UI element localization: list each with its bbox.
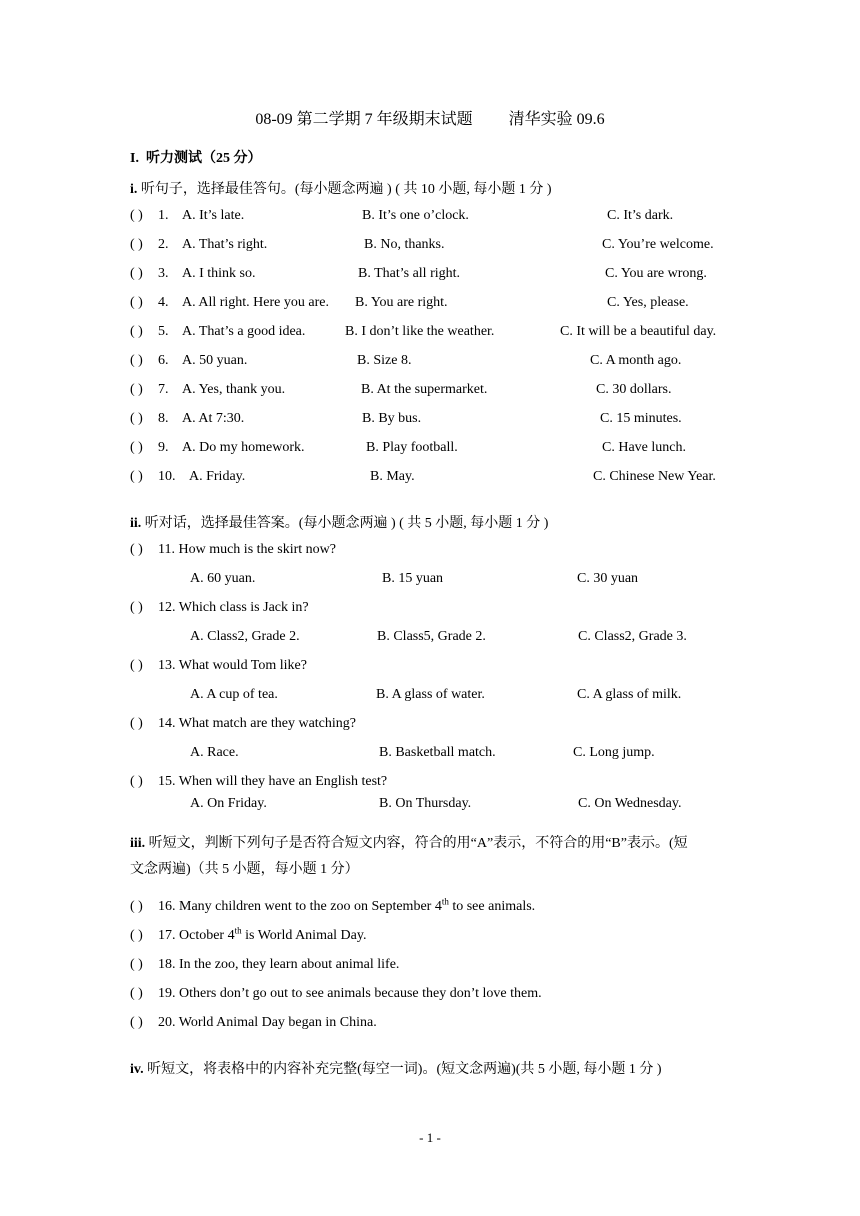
part3-heading [130,832,688,852]
question-17 [130,928,143,944]
question-number: 10. [158,469,176,484]
answer-blank[interactable]: ( ) [130,716,143,731]
option-b: B. I don’t like the weather. [345,324,495,339]
part-instructions-line1: 听短文，判断下列句子是否符合短文内容，符合的用“A”表示，不符合的用“B”表示。(短 [148,836,688,851]
part-instructions: 听对话，选择最佳答案。(每小题念两遍 ) ( 共 5 小题, 每小题 1 分 ) [144,516,549,531]
option-c: C. Class2, Grade 3. [578,629,687,644]
option-a: A. At 7:30. [182,411,245,426]
option-b: B. 15 yuan [382,571,444,586]
option-b: B. A glass of water. [376,687,485,702]
part-instructions: 听短文，将表格中的内容补充完整(每空一词)。(短文念两遍)(共 5 小题, 每小题 1 分 ) [147,1062,662,1077]
answer-blank[interactable]: ( ) [130,440,143,455]
option-b: B. At the supermarket. [361,382,488,397]
option-c: C. It will be a beautiful day. [560,324,717,339]
option-b: B. Play football. [366,440,458,455]
part-number: ii. [130,516,142,531]
option-a: A. Friday. [189,469,246,484]
option-a: A. Race. [190,745,239,760]
question-number: 4. [158,295,169,310]
option-c: C. A month ago. [590,353,682,368]
part2-heading [130,512,548,532]
question-text: 15. When will they have an English test? [158,774,388,789]
option-c: C. A glass of milk. [577,687,682,702]
option-c: C. Have lunch. [602,440,686,455]
answer-blank[interactable]: ( ) [130,957,143,972]
q16-sup: th [441,896,449,907]
option-a: A. All right. Here you are. [182,295,329,310]
question-text: 13. What would Tom like? [158,658,307,673]
option-a: A. That’s a good idea. [182,324,306,339]
question-text: 11. How much is the skirt now? [158,542,336,557]
answer-blank[interactable]: ( ) [130,266,143,281]
option-c: C. Yes, please. [607,295,689,310]
part-number: i. [130,182,138,197]
option-c: C. You’re welcome. [602,237,714,252]
question-number: 6. [158,353,169,368]
question-number: 8. [158,411,169,426]
page-title [0,106,860,129]
option-b: B. Basketball match. [379,745,496,760]
option-b: B. Size 8. [357,353,412,368]
option-b: B. You are right. [355,295,448,310]
answer-blank[interactable]: ( ) [130,411,143,426]
part-instructions: 听句子，选择最佳答句。(每小题念两遍 ) ( 共 10 小题, 每小题 1 分 ) [140,182,552,197]
answer-blank[interactable]: ( ) [130,774,143,789]
question-20 [130,1015,143,1031]
question-number: 9. [158,440,169,455]
answer-blank[interactable]: ( ) [130,469,143,484]
question-18-text: 18. In the zoo, they learn about animal life. [158,957,400,972]
question-16-text [158,896,536,915]
part-number: iv. [130,1062,144,1077]
option-b: B. That’s all right. [358,266,461,281]
option-c: C. 30 dollars. [596,382,672,397]
option-c: C. 15 minutes. [600,411,682,426]
part-number: iii. [130,836,146,851]
answer-blank[interactable]: ( ) [130,1015,143,1030]
question-number: 7. [158,382,169,397]
question-20-text: 20. World Animal Day began in China. [158,1015,377,1030]
answer-blank[interactable]: ( ) [130,899,143,914]
option-c: C. It’s dark. [607,208,674,223]
option-b: B. By bus. [362,411,422,426]
question-19 [130,986,143,1002]
answer-blank[interactable]: ( ) [130,928,143,943]
question-text: 12. Which class is Jack in? [158,600,309,615]
answer-blank[interactable]: ( ) [130,237,143,252]
q17-text-end: is World Animal Day. [241,928,367,943]
question-18 [130,957,143,973]
question-19-text: 19. Others don’t go out to see animals because they don’t love them. [158,986,542,1001]
section-title: 听力测试（25 分） [145,151,262,166]
option-a: A. A cup of tea. [190,687,278,702]
q17-text: 17. October 4 [158,928,235,943]
answer-blank[interactable]: ( ) [130,208,143,223]
option-b: B. No, thanks. [364,237,445,252]
part4-heading [130,1058,662,1078]
option-a: A. 50 yuan. [182,353,248,368]
option-b: B. May. [370,469,415,484]
part-instructions-line2: 文念两遍)（共 5 小题，每小题 1 分） [130,862,359,877]
option-a: A. Yes, thank you. [182,382,286,397]
section-number: I. [130,151,139,166]
option-a: A. That’s right. [182,237,268,252]
option-a: A. On Friday. [190,796,267,811]
q16-text-end: to see animals. [448,899,536,914]
question-text: 14. What match are they watching? [158,716,356,731]
answer-blank[interactable]: ( ) [130,324,143,339]
question-number: 1. [158,208,169,223]
answer-blank[interactable]: ( ) [130,658,143,673]
question-17-text [158,925,367,944]
question-number: 5. [158,324,169,339]
answer-blank[interactable]: ( ) [130,542,143,557]
part1-heading [130,178,552,198]
answer-blank[interactable]: ( ) [130,353,143,368]
option-c: C. You are wrong. [605,266,707,281]
answer-blank[interactable]: ( ) [130,295,143,310]
page-number: - 1 - [419,1130,441,1145]
option-c: C. 30 yuan [577,571,639,586]
option-a: A. 60 yuan. [190,571,256,586]
answer-blank[interactable]: ( ) [130,986,143,1001]
option-a: A. Do my homework. [182,440,305,455]
option-b: B. It’s one o’clock. [362,208,469,223]
option-a: A. I think so. [182,266,256,281]
option-a: A. It’s late. [182,208,245,223]
title-school: 清华实验 09.6 [508,111,605,128]
option-c: C. On Wednesday. [578,796,682,811]
question-number: 3. [158,266,169,281]
title-main: 08-09 第二学期 7 年级期末试题 [255,111,473,128]
option-a: A. Class2, Grade 2. [190,629,300,644]
option-c: C. Long jump. [573,745,655,760]
option-b: B. Class5, Grade 2. [377,629,486,644]
question-16 [130,899,143,915]
option-c: C. Chinese New Year. [593,469,716,484]
question-number: 2. [158,237,169,252]
answer-blank[interactable]: ( ) [130,600,143,615]
answer-blank[interactable]: ( ) [130,382,143,397]
q17-sup: th [234,925,242,936]
section-heading [130,147,261,167]
option-b: B. On Thursday. [379,796,472,811]
q16-text: 16. Many children went to the zoo on September 4 [158,899,442,914]
part3-heading-line2 [130,858,359,878]
